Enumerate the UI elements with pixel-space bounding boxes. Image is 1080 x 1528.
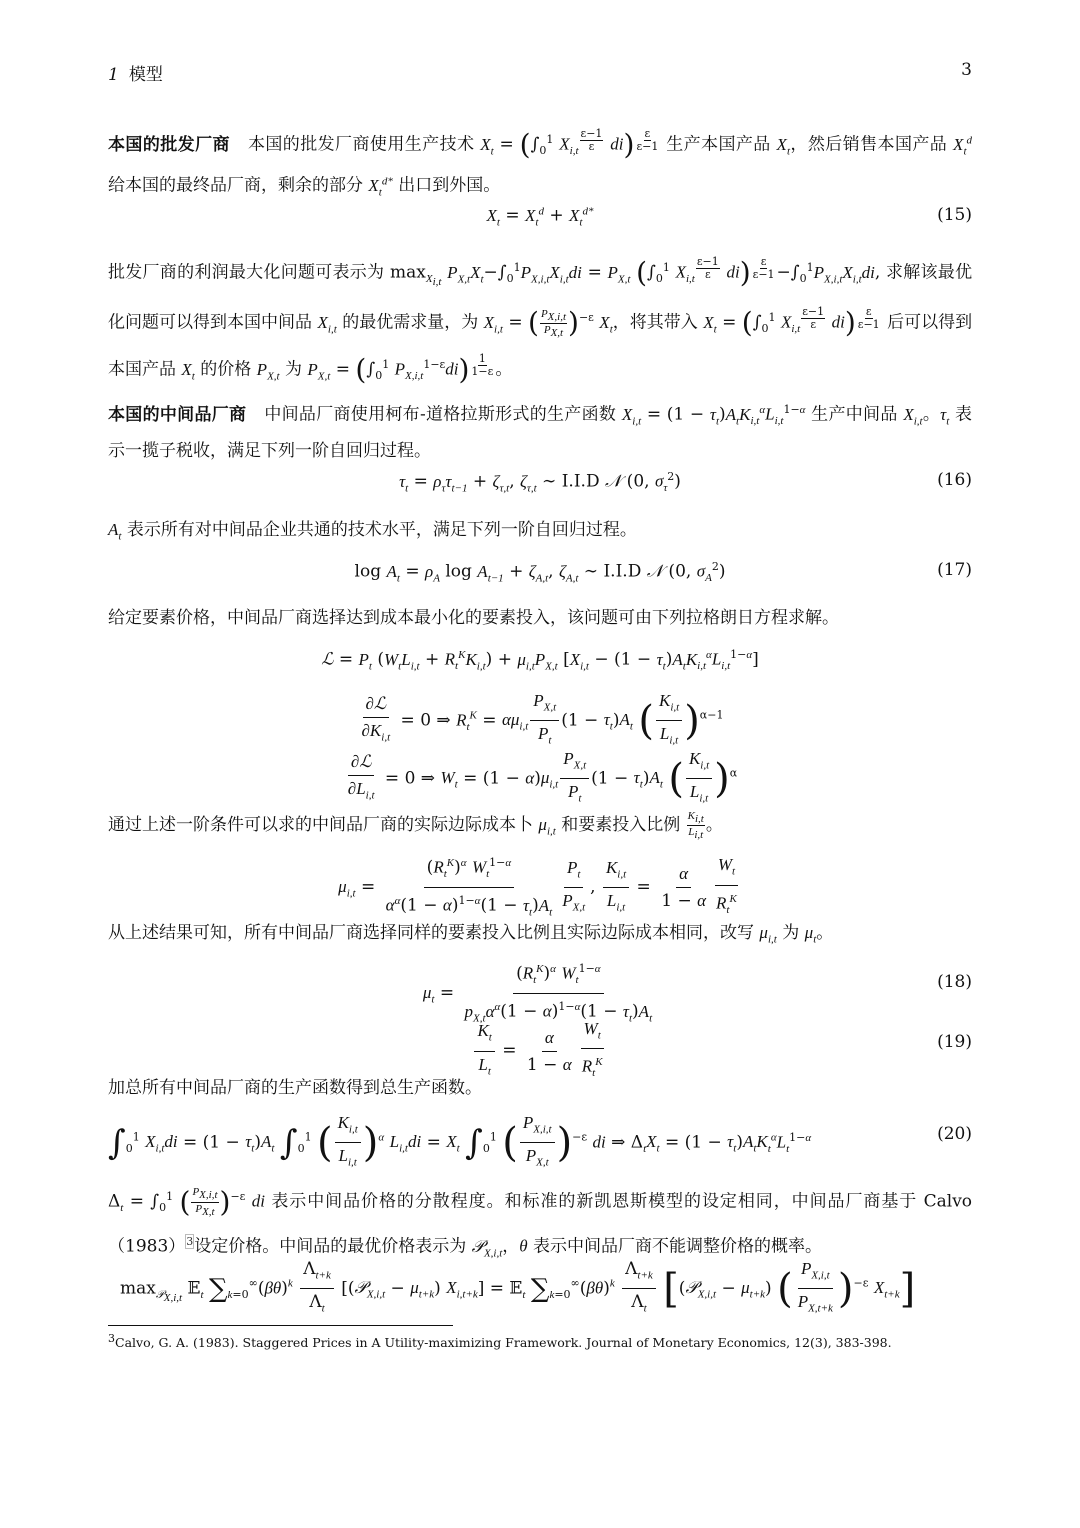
text-span: 的最优需求量，为 [342,312,479,333]
text-span: 批发厂商的利润最大化问题可表示为 [108,262,385,283]
equation-18: $\mu_t$ = $\frac{(R_t^K)^\alpha W_t^{1-\alpha}}{p_{X,t}\alpha^\alpha(1 - \alpha)^{1-\alpha}(1 - \tau_t)A_t}$ (18) [108,958,972,1029]
text-span: 生产中间品 [811,404,898,425]
text-span: 中间品厂商使用柯布-道格拉斯形式的生产函数 [264,404,617,425]
text-span: 和要素投入比例 [561,815,681,836]
text-span: 表示中间品价格的分散程度。和标准的新凯恩斯模型的设定相同，中间品厂商基于 [271,1191,918,1212]
footnote-divider [108,1325,453,1326]
text-span: 给本国的最终品厂商，剩余的部分 [108,175,363,196]
equation-foc-capital: $\frac{\text{∂ℒ}}{\partial K_{i,t}}$ = 0 ⇒ $R_t^K = \alpha\mu_{i,t}$ $\frac{P_{X,t}}{P_t}$ $(1 - \tau_t)A_t$ ( $\frac{K_{i,t}}{L_{i,t}}$ )$^{\alpha-1}$ [361,691,724,747]
text-span: 表示一揽子税收，满足下列一阶自回归过程。 [108,404,973,462]
text-span: 求解该最优化问题可以得到本国中间品 [108,262,973,333]
paragraph-heading: 本国的中间品厂商 [108,404,247,425]
equation-number: (20) [937,1124,972,1144]
paragraph-dispersion: $\Delta_t = \int_0^1$ ( $\frac{P_{X,i,t}}{P_{X,t}}$ )$^{-\varepsilon}$ di 表示中间品价格的分散程度。和标准的新凯恩斯模型的设定相同，中间品厂商基于 Calvo（1983）$^3$设定价格。中间品的最优价格表示为 𝒫$_{X,i,t}$，θ 表示中间品厂商不能调整价格的概率。 [108,1185,973,1260]
text-span: 为 [782,923,800,943]
text-span: 。 [495,359,513,380]
paragraph-technology: $A_t$ 表示所有对中间品企业共通的技术水平，满足下列一阶自回归过程。 [108,520,637,543]
equation-pricing: $\max_{𝒫_{X,i,t}}$ 𝔼$_t$ $\sum_{k=0}^\infty(\beta\theta)^k$ $\frac{\Lambda_{t+k}}{\Lambda_t}$ [(𝒫$_{X,i,t}$ − $\mu_{t+k}$) $X_{i,t+k}$] = 𝔼$_t$ $\sum_{k=0}^\infty(\beta\theta)^k$ $\frac{\Lambda_{t+k}}{\Lambda_t}$ [(𝒫$_{X,i,t}$ − $\mu_{t+k}$) ( $\frac{P_{X,i,t}}{P_{X,t+k}}$ )$^{-\varepsilon}$ $X_{t+k}$] [120,1259,916,1315]
text-span: ，然后销售本国产品 [790,134,948,155]
text-span: 。 [816,923,834,943]
equation-15: $X_t = X_t^d + X_t^{d*}$ (15) [486,205,972,229]
paragraph-intermediate: 本国的中间品厂商 中间品厂商使用柯布-道格拉斯形式的生产函数 $X_{i,t} = (1 - \tau_t)A_tK_{i,t}^\alpha L_{i,t}^{1-\alpha}$ 生产中间品 $X_{i,t}$。$\tau_t$ 表示一揽子税收，满足下列一阶自回归过程。 [108,403,973,462]
text-span: 。 [922,404,941,425]
paragraph-marginal-cost: 通过上述一阶条件可以求的中间品厂商的实际边际成本卜 $\mu_{i,t}$ 和要素投入比例 $\frac{K_{i,t}}{L_{i,t}}$ 。 [108,810,723,842]
text-span: 给定要素价格，中间品厂商选择达到成本最小化的要素投入，该问题可由下列拉格朗日方程求解。 [108,608,839,628]
footnote-text: Calvo, G. A. (1983). Staggered Prices in A Utility-maximizing Framework. Journal of Monetary Economics, 12(3), 383-398. [115,1335,892,1351]
text-span: ，将其带入 [612,312,698,333]
text-span: I.I.D [603,561,642,582]
paragraph-wholesale: 本国的批发厂商 本国的批发厂商使用生产技术 $X_t = (\int_0^1$ $X_{i,t}$ $^{\frac{\varepsilon-1}{\varepsilon}}$ di) $^{\frac{\varepsilon}{\varepsilon-1}}$ 生产本国产品 $X_t$，然后销售本国产品 $X_t^d$ 给本国的最终品厂商，剩余的部分 $X_t^{d*}$ 出口到外国。 [108,126,972,199]
equation-lagrangian: ℒ = $P_t$ $(W_tL_{i,t} + R_t^KK_{i,t}) + \mu_{i,t}P_{X,t}$ $[X_{i,t} - (1 - \tau_t)A_tK_{i,t}^\alpha L_{i,t}^{1-\alpha}]$ [321,648,759,673]
paragraph-lagrangian-intro [108,603,972,633]
paragraph-heading: 本国的批发厂商 [108,134,230,155]
paragraph-profit: 批发厂商的利润最大化问题可表示为 $\max_{X_{i,t}} P_{X,t}X_t-\int_0^1P_{X,i,t}X_{i,t}di = P_{X,t}$ ($\int_0^1$ $X_{i,t}$ $^{\frac{\varepsilon-1}{\varepsilon}}$ di) $^{\frac{\varepsilon}{\varepsilon-1}}$ $-\int_0^1P_{X,i,t}X_{i,t}di$, 求解该最优化问题可以得到本国中间品 $X_{i,t}$ 的最优需求量，为 $X_{i,t}$ = ( $\frac{P_{X,i,t}}{P_{X,t}}$ )$^{-\varepsilon}$ $X_t$，将其带入 $X_t = (\int_0^1$ $X_{i,t}$ $^{\frac{\varepsilon-1}{\varepsilon}}$ di) $^{\frac{\varepsilon}{\varepsilon-1}}$ 后可以得到本国产品 $X_t$ 的价格 $P_{X,t}$ 为 $P_{X,t} = (\int_0^1$ $P_{X,i,t}^{1-\varepsilon}di$) $^{\frac{1}{1-\varepsilon}}$ 。 [108,254,973,387]
text-span: 的价格 [200,359,252,380]
text-span: 从上述结果可知，所有中间品厂商选择同样的要素投入比例且实际边际成本相同，改写 [108,923,754,943]
text-span: 通过上述一阶条件可以求的中间品厂商的实际边际成本卜 [108,815,533,836]
equation-foc-labor: $\frac{\text{∂ℒ}}{\partial L_{i,t}}$ = 0 ⇒ $W_t = (1 - \alpha)\mu_{i,t}$ $\frac{P_{X,t}}{P_t}$ $(1 - \tau_t)A_t$ ( $\frac{K_{i,t}}{L_{i,t}}$ )$^\alpha$ [347,749,738,805]
footnote-reference[interactable]: 3 [186,1235,194,1249]
equation-mc-ratio: $\mu_{i,t}$ = $\frac{(R_t^K)^\alpha W_t^{1-\alpha}}{\alpha^\alpha(1 - \alpha)^{1-\alpha}(1 - \tau_t)A_t}$ $\frac{P_t}{P_{X,t}}$ , $\frac{K_{i,t}}{L_{i,t}}$ = $\frac{\alpha}{1 - \alpha}$ $\frac{W_t}{R_t^K}$ [108,852,972,923]
text-span: 表示中间品厂商不能调整价格的概率。 [533,1236,823,1257]
equation-20: $\int_0^1$ $X_{i,t}di = (1 - \tau_t)A_t$ $\int_0^1$ ( $\frac{K_{i,t}}{L_{i,t}}$ )$^\alpha$ $L_{i,t}di = X_t$ $\int_0^1$ ( $\frac{P_{X,i,t}}{P_{X,t}}$ )$^{-\varepsilon}$ di ⇒ $\Delta_tX_t = (1 - \tau_t)A_tK_t^\alpha L_t^{1-\alpha}$ (20) [108,1113,972,1169]
section-number: 1 [108,65,119,85]
running-header [108,60,972,86]
equation-19: $\frac{K_t}{L_t}$ = $\frac{\alpha}{1 - \alpha}$ $\frac{W_t}{R_t^K}$ (19) [108,1018,972,1084]
paragraph-rewrite: 从上述结果可知，所有中间品厂商选择同样的要素投入比例且实际边际成本相同，改写 $\mu_{i,t}$ 为 $\mu_t$。 [108,923,834,946]
text-span: I.I.D [561,471,600,492]
equation-number: (19) [937,1032,972,1052]
text-span: 生产本国产品 [666,134,771,155]
section-heading [108,60,163,85]
footnote-mark: 3 [108,1332,115,1345]
equation-16: $\tau_t = \rho_\tau\tau_{t-1} + \zeta_{\tau,t}$, $\zeta_{\tau,t}$ ∼ I.I.D 𝒩 (0, $\sigma_\tau^2$) (16) [399,470,972,495]
equation-number: (16) [937,470,972,490]
text-span: 。 [705,815,723,836]
section-title: 模型 [128,65,163,85]
text-span: 加总所有中间品厂商的生产函数得到总生产函数。 [108,1078,482,1098]
text-span: 表示所有对中间品企业共通的技术水平，满足下列一阶自回归过程。 [126,520,637,540]
citation-text: Calvo（1983） [108,1191,973,1257]
equation-number: (17) [937,560,972,580]
text-span: 为 [285,359,302,380]
page-number: 3 [961,60,972,80]
equation-17: $\log A_t = \rho_A$ $\log A_{t-1} + \zeta_{A,t}$, $\zeta_{A,t}$ ∼ I.I.D 𝒩 (0, $\sigma_A^2$) (17) [354,560,972,585]
text-span: ， [502,1236,520,1257]
text-span: 设定价格。中间品的最优价格表示为 [194,1236,467,1257]
footnote [108,1332,972,1350]
text-span: 后可以得到本国产品 [108,312,973,380]
equation-number: (18) [937,972,972,992]
text-span: 本国的批发厂商使用生产技术 [247,134,475,155]
text-span: 出口到外国。 [398,175,501,196]
paragraph-aggregate [108,1073,972,1103]
equation-number: (15) [937,205,972,225]
